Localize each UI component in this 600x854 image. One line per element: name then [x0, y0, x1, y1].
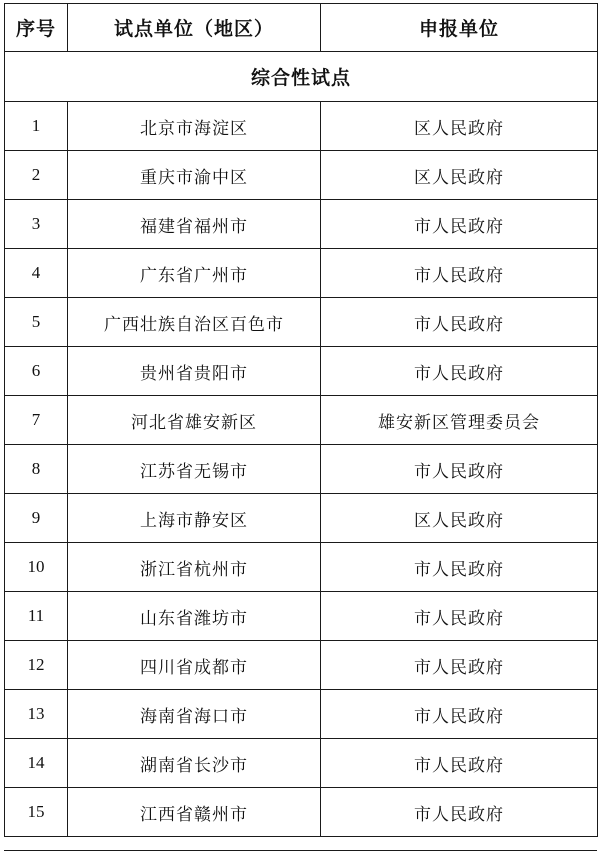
- row-unit: 福建省福州市: [68, 200, 321, 249]
- row-no: 12: [5, 641, 68, 690]
- row-org: 市人民政府: [321, 445, 598, 494]
- row-unit: 河北省雄安新区: [68, 396, 321, 445]
- row-no: 5: [5, 298, 68, 347]
- table-row: [5, 347, 598, 396]
- table-row: [5, 788, 598, 837]
- row-unit: 广西壮族自治区百色市: [68, 298, 321, 347]
- row-no: 14: [5, 739, 68, 788]
- row-no: 8: [5, 445, 68, 494]
- row-no: 6: [5, 347, 68, 396]
- row-no: 13: [5, 690, 68, 739]
- page-bottom-line: [4, 850, 597, 851]
- table-row: [5, 298, 598, 347]
- row-org: 市人民政府: [321, 347, 598, 396]
- row-org: 市人民政府: [321, 592, 598, 641]
- table-row: [5, 200, 598, 249]
- row-no: 15: [5, 788, 68, 837]
- row-unit: 山东省潍坊市: [68, 592, 321, 641]
- row-org: 市人民政府: [321, 739, 598, 788]
- table-row: [5, 445, 598, 494]
- row-unit: 湖南省长沙市: [68, 739, 321, 788]
- row-no: 11: [5, 592, 68, 641]
- table-row: [5, 249, 598, 298]
- row-unit: 浙江省杭州市: [68, 543, 321, 592]
- row-unit: 重庆市渝中区: [68, 151, 321, 200]
- row-no: 4: [5, 249, 68, 298]
- header-unit: 试点单位（地区）: [68, 4, 321, 52]
- row-org: 市人民政府: [321, 200, 598, 249]
- table-row: [5, 592, 598, 641]
- pilot-table: [4, 3, 598, 837]
- header-no: 序号: [5, 4, 68, 52]
- table-row: [5, 690, 598, 739]
- row-org: 市人民政府: [321, 690, 598, 739]
- row-unit: 上海市静安区: [68, 494, 321, 543]
- row-unit: 江苏省无锡市: [68, 445, 321, 494]
- row-org: 市人民政府: [321, 641, 598, 690]
- row-no: 3: [5, 200, 68, 249]
- row-org: 市人民政府: [321, 298, 598, 347]
- row-no: 7: [5, 396, 68, 445]
- row-unit: 四川省成都市: [68, 641, 321, 690]
- table-row: [5, 151, 598, 200]
- row-unit: 海南省海口市: [68, 690, 321, 739]
- row-unit: 江西省赣州市: [68, 788, 321, 837]
- row-no: 2: [5, 151, 68, 200]
- row-org: 市人民政府: [321, 543, 598, 592]
- row-no: 9: [5, 494, 68, 543]
- row-unit: 广东省广州市: [68, 249, 321, 298]
- row-no: 1: [5, 102, 68, 151]
- header-row: [5, 4, 598, 52]
- table-row: [5, 396, 598, 445]
- row-org: 区人民政府: [321, 494, 598, 543]
- table-row: [5, 641, 598, 690]
- table-row: [5, 494, 598, 543]
- row-org: 区人民政府: [321, 151, 598, 200]
- table-row: [5, 102, 598, 151]
- section-title: 综合性试点: [5, 52, 598, 102]
- row-no: 10: [5, 543, 68, 592]
- row-org: 雄安新区管理委员会: [321, 396, 598, 445]
- row-unit: 贵州省贵阳市: [68, 347, 321, 396]
- row-unit: 北京市海淀区: [68, 102, 321, 151]
- header-org: 申报单位: [321, 4, 598, 52]
- table-row: [5, 739, 598, 788]
- table-row: [5, 543, 598, 592]
- row-org: 市人民政府: [321, 249, 598, 298]
- row-org: 市人民政府: [321, 788, 598, 837]
- row-org: 区人民政府: [321, 102, 598, 151]
- section-row: [5, 52, 598, 102]
